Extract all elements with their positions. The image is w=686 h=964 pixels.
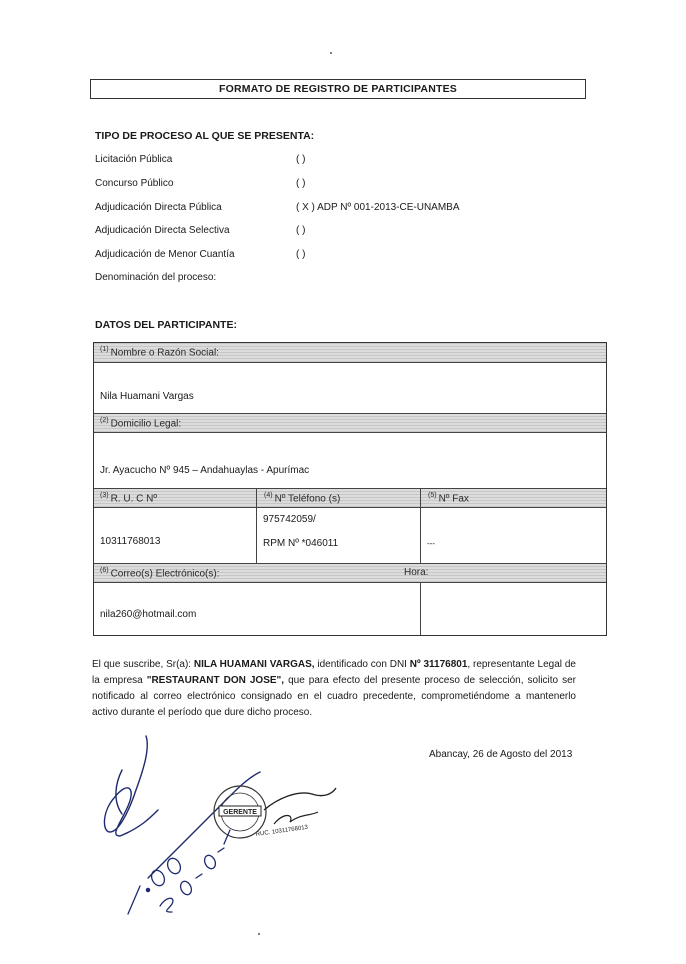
process-type-mark: ( ) [296, 178, 306, 189]
col-divider [420, 583, 421, 635]
phone-value: 975742059/ [263, 514, 316, 525]
signer-name: NILA HUAMANI VARGAS, [193, 659, 315, 670]
phone-label: $^{(4)}$ Nº Teléfono (s) [264, 492, 341, 505]
email-label: $^{(6)}$ Correo(s) Electrónico(s): [100, 567, 220, 580]
company-name: "RESTAURANT DON JOSE", [146, 675, 285, 686]
process-type-label: Licitación Pública [95, 154, 173, 165]
dni-number: Nº 31176801 [409, 659, 468, 670]
ids-header-row [94, 488, 606, 508]
process-type-mark: ( ) [296, 225, 306, 236]
participant-table [93, 342, 607, 636]
process-type-mark: ( ) [296, 249, 306, 260]
signature-and-stamp [88, 728, 348, 918]
process-type-label: Adjudicación de Menor Cuantía [95, 249, 235, 260]
ruc-value: 10311768013 [100, 536, 161, 547]
col-divider [256, 488, 257, 563]
col-divider [420, 488, 421, 563]
form-title: FORMATO DE REGISTRO DE PARTICIPANTES [90, 79, 586, 99]
speck-top [330, 52, 332, 54]
phone-value: RPM Nº *046011 [263, 538, 339, 549]
declaration-paragraph: El que suscribe, Sr(a): NILA HUAMANI VARGAS, identificado con DNI Nº 31176801, representante Legal de la empresa "RESTAURANT DON JOSE", que para efecto del presente proceso de selección, solicito ser notificado al correo electrónico consignado en el cuadro precedente, comprometiéndome a mantenerlo activo durante el período que dure dicho proceso. [92, 659, 577, 718]
place-date: Abancay, 26 de Agosto del 2013 [429, 749, 573, 760]
handwritten-annotation [128, 830, 230, 914]
process-type-mark: ( X ) ADP Nº 001-2013-CE-UNAMBA [296, 202, 460, 213]
process-type-mark: ( ) [296, 154, 306, 165]
svg-text:RUC. 10311768013: RUC. 10311768013 [255, 824, 309, 838]
name-label: $^{(1)}$ Nombre o Razón Social: [100, 346, 219, 359]
address-value: Jr. Ayacucho Nº 945 – Andahuaylas - Apurímac [100, 465, 310, 476]
process-type-label: Adjudicación Directa Pública [95, 202, 222, 213]
process-type-label: Adjudicación Directa Selectiva [95, 225, 230, 236]
email-value: nila260@hotmail.com [100, 609, 197, 620]
email-header-row [94, 563, 606, 583]
ruc-label: $^{(3)}$ R. U. C Nº [100, 492, 157, 505]
name-value: Nila Huamani Vargas [100, 391, 194, 402]
name-header-row [94, 343, 606, 363]
address-header-row [94, 413, 606, 433]
hour-label: Hora: [404, 567, 429, 578]
svg-text:GERENTE: GERENTE [223, 809, 257, 816]
fax-value: --- [427, 539, 435, 548]
speck-bottom [258, 933, 260, 935]
address-label: $^{(2)}$ Domicilio Legal: [100, 417, 182, 430]
process-heading: TIPO DE PROCESO AL QUE SE PRESENTA: [95, 130, 315, 142]
denomination-label: Denominación del proceso: [95, 272, 217, 283]
fax-label: $^{(5)}$ Nº Fax [428, 492, 469, 505]
participant-heading: DATOS DEL PARTICIPANTE: [95, 319, 237, 331]
process-type-label: Concurso Público [95, 178, 174, 189]
